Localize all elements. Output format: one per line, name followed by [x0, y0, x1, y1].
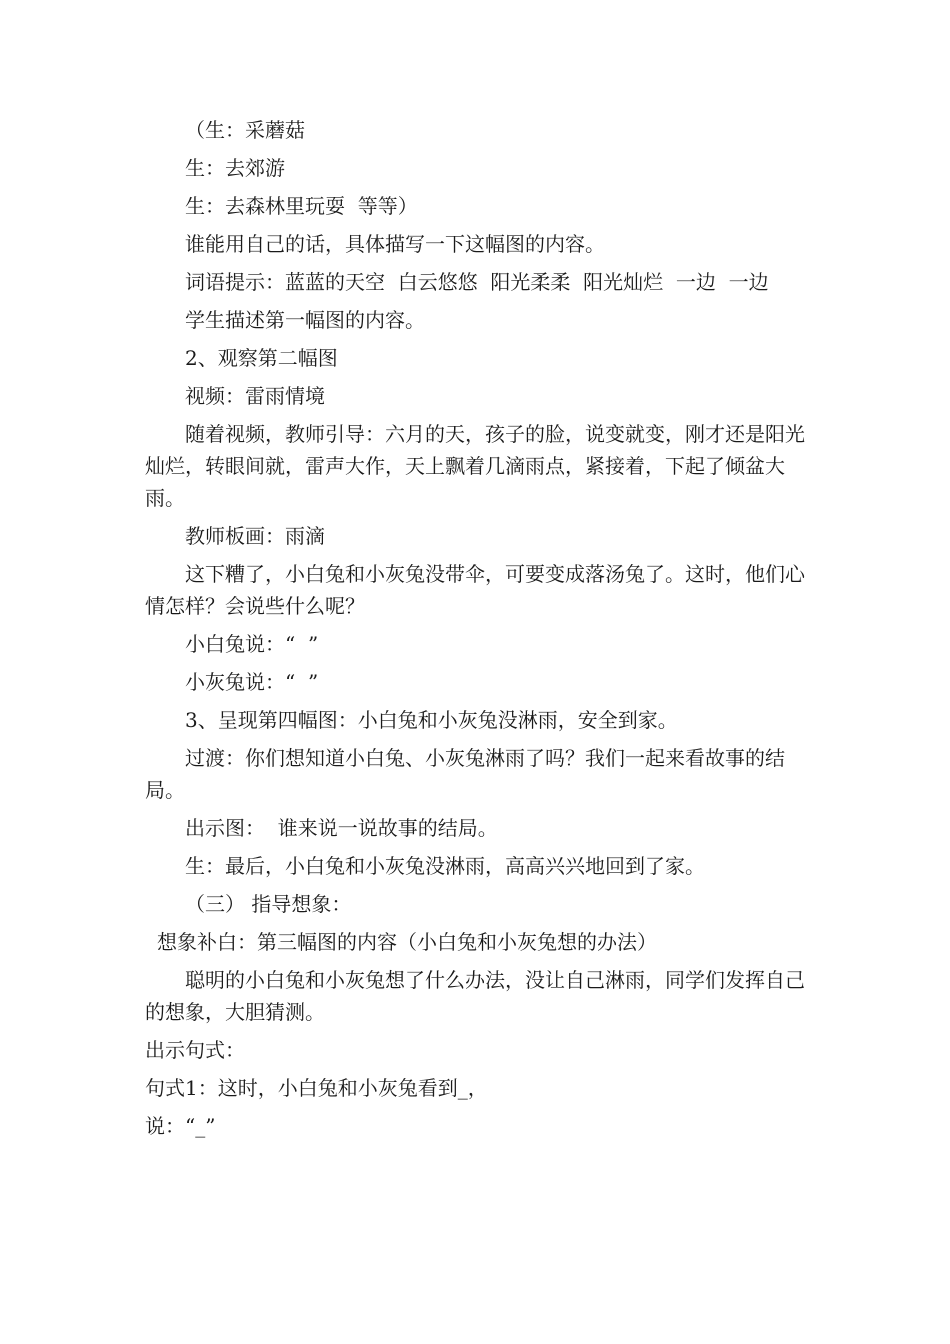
paragraph-7: 2、观察第二幅图: [185, 346, 338, 370]
paragraph-4: 谁能用自己的话，具体描写一下这幅图的内容。: [185, 232, 605, 256]
paragraph-11: 这下糟了，小白兔和小灰兔没带伞，可要变成落汤兔了。这时，他们心情怎样？会说些什么呢？: [145, 562, 805, 618]
paragraph-18: （三） 指导想象：: [185, 892, 352, 916]
paragraph-6: 学生描述第一幅图的内容。: [185, 308, 425, 332]
paragraph-12: 小白兔说：“ ”: [185, 632, 319, 656]
paragraph-19: 想象补白：第三幅图的内容（小白兔和小灰兔想的办法）: [157, 930, 657, 954]
paragraph-2: 生：去郊游: [185, 156, 285, 180]
document-body: [145, 114, 815, 1148]
paragraph-8: 视频：雷雨情境: [185, 384, 325, 408]
paragraph-14: 3、呈现第四幅图：小白兔和小灰兔没淋雨，安全到家。: [185, 708, 678, 732]
paragraph-16: 出示图： 谁来说一说故事的结局。: [185, 816, 498, 840]
paragraph-9: 随着视频，教师引导：六月的天，孩子的脸，说变就变，刚才还是阳光灿烂，转眼间就，雷声大作，天上飘着几滴雨点，紧接着，下起了倾盆大雨。: [145, 422, 805, 510]
paragraph-15: 过渡：你们想知道小白兔、小灰兔淋雨了吗？我们一起来看故事的结局。: [145, 746, 785, 802]
paragraph-3: 生：去森林里玩耍 等等）: [185, 194, 418, 218]
paragraph-5: 词语提示：蓝蓝的天空 白云悠悠 阳光柔柔 阳光灿烂 一边 一边: [185, 270, 769, 294]
paragraph-22: 句式1：这时，小白兔和小灰兔看到_，: [145, 1076, 488, 1100]
paragraph-10: 教师板画：雨滴: [185, 524, 325, 548]
paragraph-13: 小灰兔说：“ ”: [185, 670, 319, 694]
paragraph-17: 生：最后，小白兔和小灰兔没淋雨，高高兴兴地回到了家。: [185, 854, 705, 878]
paragraph-23: 说：“_”: [145, 1114, 216, 1138]
paragraph-1: （生：采蘑菇: [185, 118, 305, 142]
paragraph-20: 聪明的小白兔和小灰兔想了什么办法，没让自己淋雨，同学们发挥自己的想象，大胆猜测。: [145, 968, 805, 1024]
paragraph-21: 出示句式：: [145, 1038, 245, 1062]
